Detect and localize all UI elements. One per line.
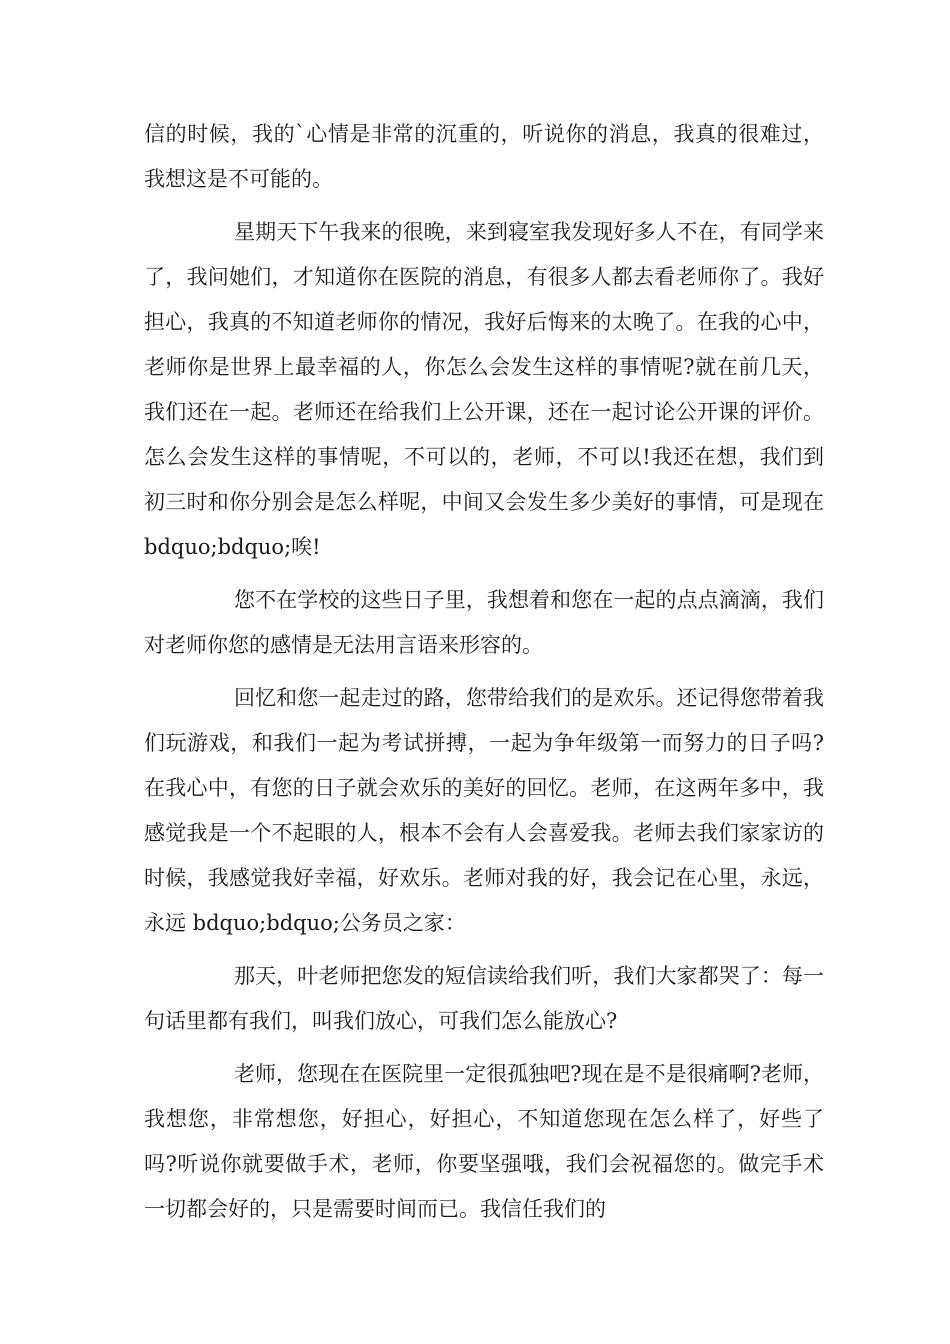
paragraph-6: 老师，您现在在医院里一定很孤独吧?现在是不是很痛啊?老师，我想您，非常想您，好担心，好担心，不知道您现在怎么样了，好些了吗?听说你就要做手术，老师，你要坚强哦，我们会祝福您的。做完手术一切都会好的，只是需要时间而已。我信任我们的 (144, 1062, 824, 1221)
paragraph-4: 回忆和您一起走过的路，您带给我们的是欢乐。还记得您带着我们玩游戏，和我们一起为考试拼搏，一起为争年级第一而努力的日子吗?在我心中，有您的日子就会欢乐的美好的回忆。老师，在这两年多中，我感觉我是一个不起眼的人，根本不会有人会喜爱我。老师去我们家家访的时候，我感觉我好幸福，好欢乐。老师对我的好，我会记在心里，永远，永远 bdquo;bdquo;公务员之家： (144, 686, 824, 935)
paragraph-2: 星期天下午我来的很晚，来到寝室我发现好多人不在，有同学来了，我问她们，才知道你在医院的消息，有很多人都去看老师你了。我好担心，我真的不知道老师你的情况，我好后悔来的太晚了。在我的心中，老师你是世界上最幸福的人，你怎么会发生这样的事情呢?就在前几天，我们还在一起。老师还在给我们上公开课，还在一起讨论公开课的评价。怎么会发生这样的事情呢，不可以的，老师，不可以!我还在想，我们到初三时和你分别会是怎么样呢，中间又会发生多少美好的事情，可是现在 bdquo;bdquo;唉! (144, 220, 824, 559)
paragraph-1: 信的时候，我的`心情是非常的沉重的，听说你的消息，我真的很难过，我想这是不可能的。 (144, 122, 824, 191)
paragraph-5: 那天，叶老师把您发的短信读给我们听，我们大家都哭了：每一句话里都有我们，叫我们放心，可我们怎么能放心? (144, 964, 824, 1033)
document-body (144, 112, 824, 1240)
paragraph-3: 您不在学校的这些日子里，我想着和您在一起的点点滴滴，我们对老师你您的感情是无法用言语来形容的。 (144, 588, 824, 657)
